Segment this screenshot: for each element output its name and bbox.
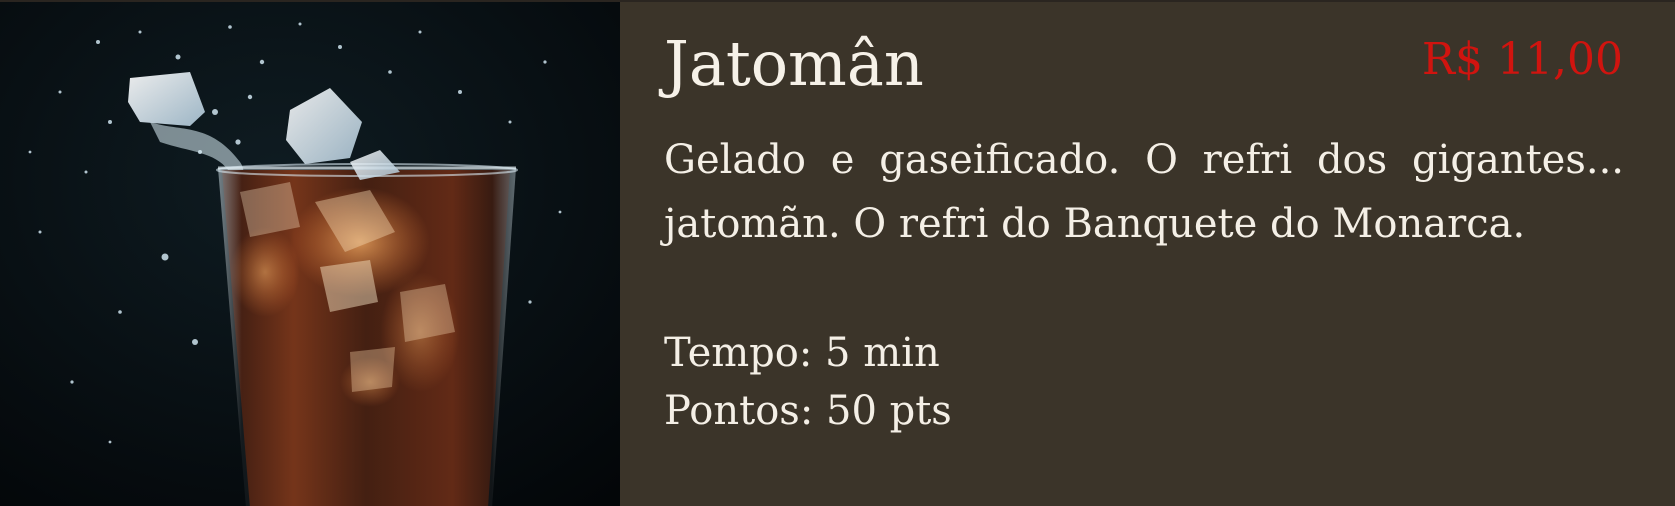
soda-glass-illustration: [0, 2, 620, 506]
product-name: Jatomân: [664, 27, 924, 100]
product-description: Gelado e gaseificado. O refri dos gigantes... jatomãn. O refri do Banquete do Monarca.: [664, 137, 1624, 247]
product-photo: [0, 2, 620, 506]
product-info: [620, 2, 1675, 506]
points-value: Pontos: 50 pts: [664, 388, 952, 434]
product-stats: [664, 324, 952, 440]
product-price: R$ 11,00: [1421, 34, 1623, 85]
prep-time: Tempo: 5 min: [664, 330, 940, 376]
